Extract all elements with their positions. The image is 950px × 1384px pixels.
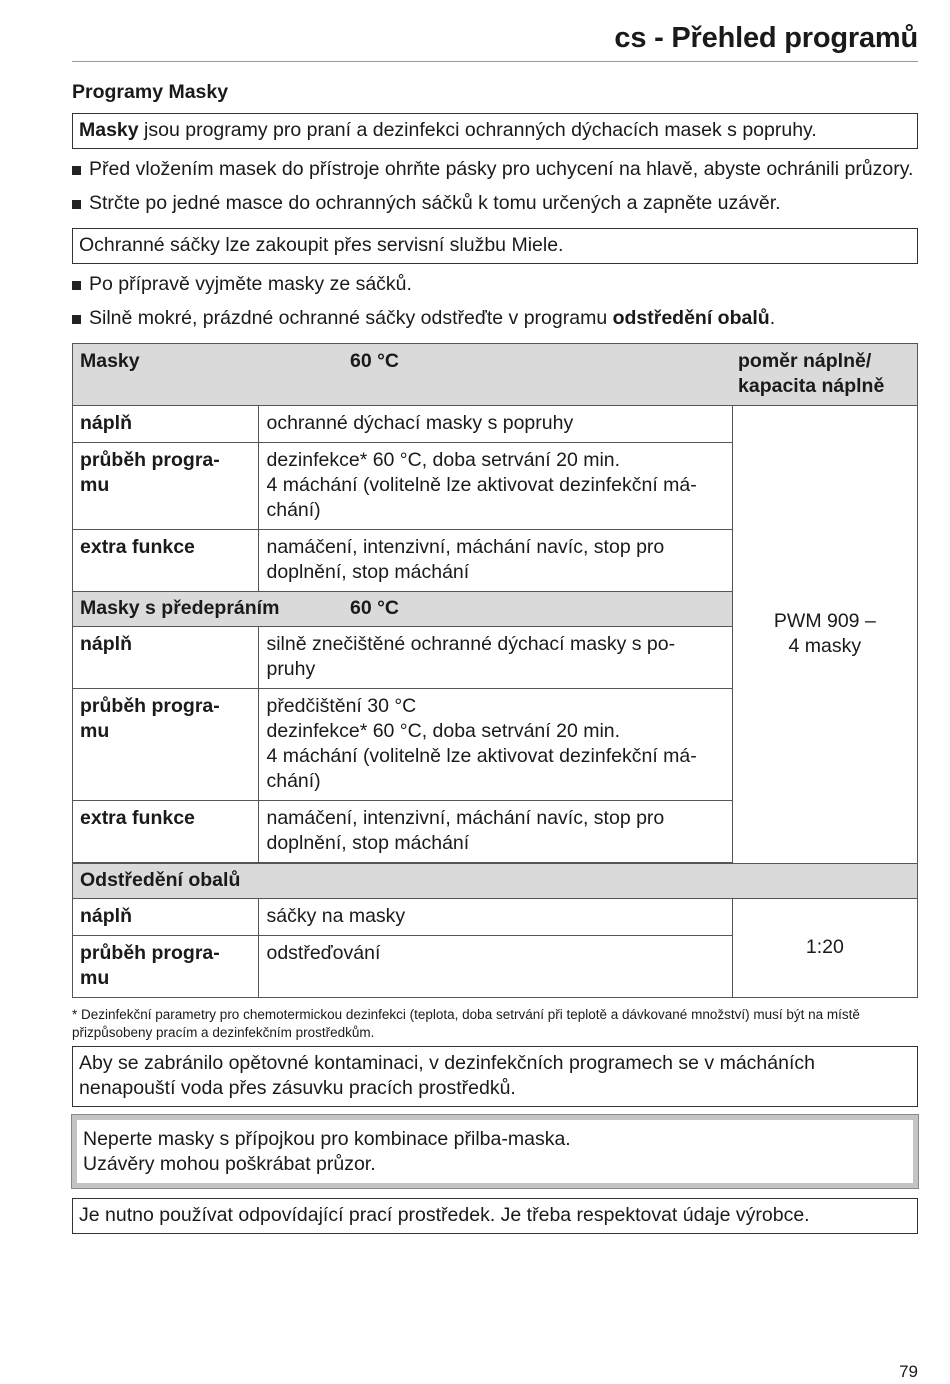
row-value: silně znečištěné ochranné dýchací masky s po- pruhy (259, 627, 732, 689)
row-value: namáčení, intenzivní, máchání navíc, stop pro doplnění, stop máchání (259, 801, 732, 863)
row-label: průběh progra- mu (73, 689, 259, 801)
warning-line: Uzávěry mohou poškrábat průzor. (83, 1153, 376, 1175)
program-table (72, 343, 918, 998)
page-header-title: cs - Přehled programů (614, 22, 918, 54)
bullet-text: Strčte po jedné masce do ochranných sáčků k tomu určených a zapněte uzávěr. (89, 192, 781, 214)
row-value: předčištění 30 °C dezinfekce* 60 °C, doba setrvání 20 min. 4 máchání (volitelně lze aktivovat dezinfekční má- chání) (259, 689, 732, 801)
intro-text: jsou programy pro praní a dezinfekci ochranných dýchacích masek s popruhy. (138, 119, 817, 141)
row-value: odstřeďování (259, 936, 732, 998)
contamination-note-text: Aby se zabránilo opětovné kontaminaci, v dezinfekčních programech se v mácháních nenapouští voda přes zásuvku pracích prostředků. (79, 1052, 815, 1099)
warning-line: Neperte masky s přípojkou pro kombinace přilba-maska. (83, 1128, 571, 1150)
program-name: Odstředění obalů (80, 869, 241, 891)
bullet-square-icon (72, 166, 81, 175)
footnote: * Dezinfekční parametry pro chemotermickou dezinfekci (teplota, doba setrvání při teplotě a dávkované množství) musí být na místě přizpůsobeny pracím a dezinfekčním prostředkům. (72, 1007, 860, 1040)
page-number: 79 (899, 1362, 918, 1381)
detergent-note-text: Je nutno používat odpovídající prací prostředek. Je třeba respektovat údaje výrobce. (79, 1204, 810, 1226)
row-value: ochranné dýchací masky s popruhy (259, 406, 732, 443)
contamination-note-box (72, 1046, 918, 1107)
warning-box (72, 1115, 918, 1188)
table-row (73, 406, 918, 443)
purchase-note-text: Ochranné sáčky lze zakoupit přes servisní službu Miele. (79, 234, 564, 256)
program-name: Masky s předepráním (80, 597, 280, 619)
load-ratio-cell: 1:20 (732, 899, 917, 998)
bullet-text: Po přípravě vyjměte masky ze sáčků. (89, 273, 412, 295)
bullet-square-icon (72, 200, 81, 209)
bullet-item (72, 306, 918, 331)
row-label: průběh progra- mu (73, 936, 259, 998)
intro-box (72, 113, 918, 149)
program-header-row (73, 344, 918, 406)
row-label: extra funkce (73, 530, 259, 592)
table-row (73, 899, 918, 936)
bullet-text: Silně mokré, prázdné ochranné sáčky odstřeďte v programu (89, 307, 613, 329)
row-label: extra funkce (73, 801, 259, 863)
row-label: náplň (73, 406, 259, 443)
row-value: namáčení, intenzivní, máchání navíc, stop pro doplnění, stop máchání (259, 530, 732, 592)
purchase-note-box (72, 228, 918, 264)
row-label: průběh progra- mu (73, 443, 259, 530)
program-header-cell (73, 344, 918, 406)
section-title: Programy Masky (72, 81, 229, 103)
load-ratio-header: poměr náplně/ kapacita náplně (738, 350, 885, 397)
bullet-item (72, 191, 918, 216)
intro-bold: Masky (79, 119, 139, 141)
bullet-text-end: . (769, 307, 776, 329)
row-value: dezinfekce* 60 °C, doba setrvání 20 min. 4 máchání (volitelně lze aktivovat dezinfekční má- chání) (259, 443, 732, 530)
bullet-text: Před vložením masek do přístroje ohrňte pásky pro uchycení na hlavě, abyste ochránili průzory. (89, 158, 914, 180)
bullet-item (72, 157, 918, 182)
bullet-square-icon (72, 281, 81, 290)
program-temperature: 60 °C (350, 350, 399, 372)
row-label: náplň (73, 899, 259, 936)
program-temperature: 60 °C (350, 597, 399, 619)
bullet-square-icon (72, 315, 81, 324)
program-name: Masky (80, 350, 140, 372)
bullet-bold-program: odstředění obalů (612, 307, 770, 329)
bullet-item (72, 272, 918, 297)
program-header-cell (73, 864, 918, 899)
page-content (72, 80, 918, 1242)
row-label: náplň (73, 627, 259, 689)
header-divider (72, 61, 918, 62)
program-header-row (73, 864, 918, 899)
detergent-note-box (72, 1198, 918, 1234)
row-value: sáčky na masky (259, 899, 732, 936)
program-header-cell (73, 592, 733, 627)
load-ratio-cell: PWM 909 – 4 masky (732, 406, 917, 864)
